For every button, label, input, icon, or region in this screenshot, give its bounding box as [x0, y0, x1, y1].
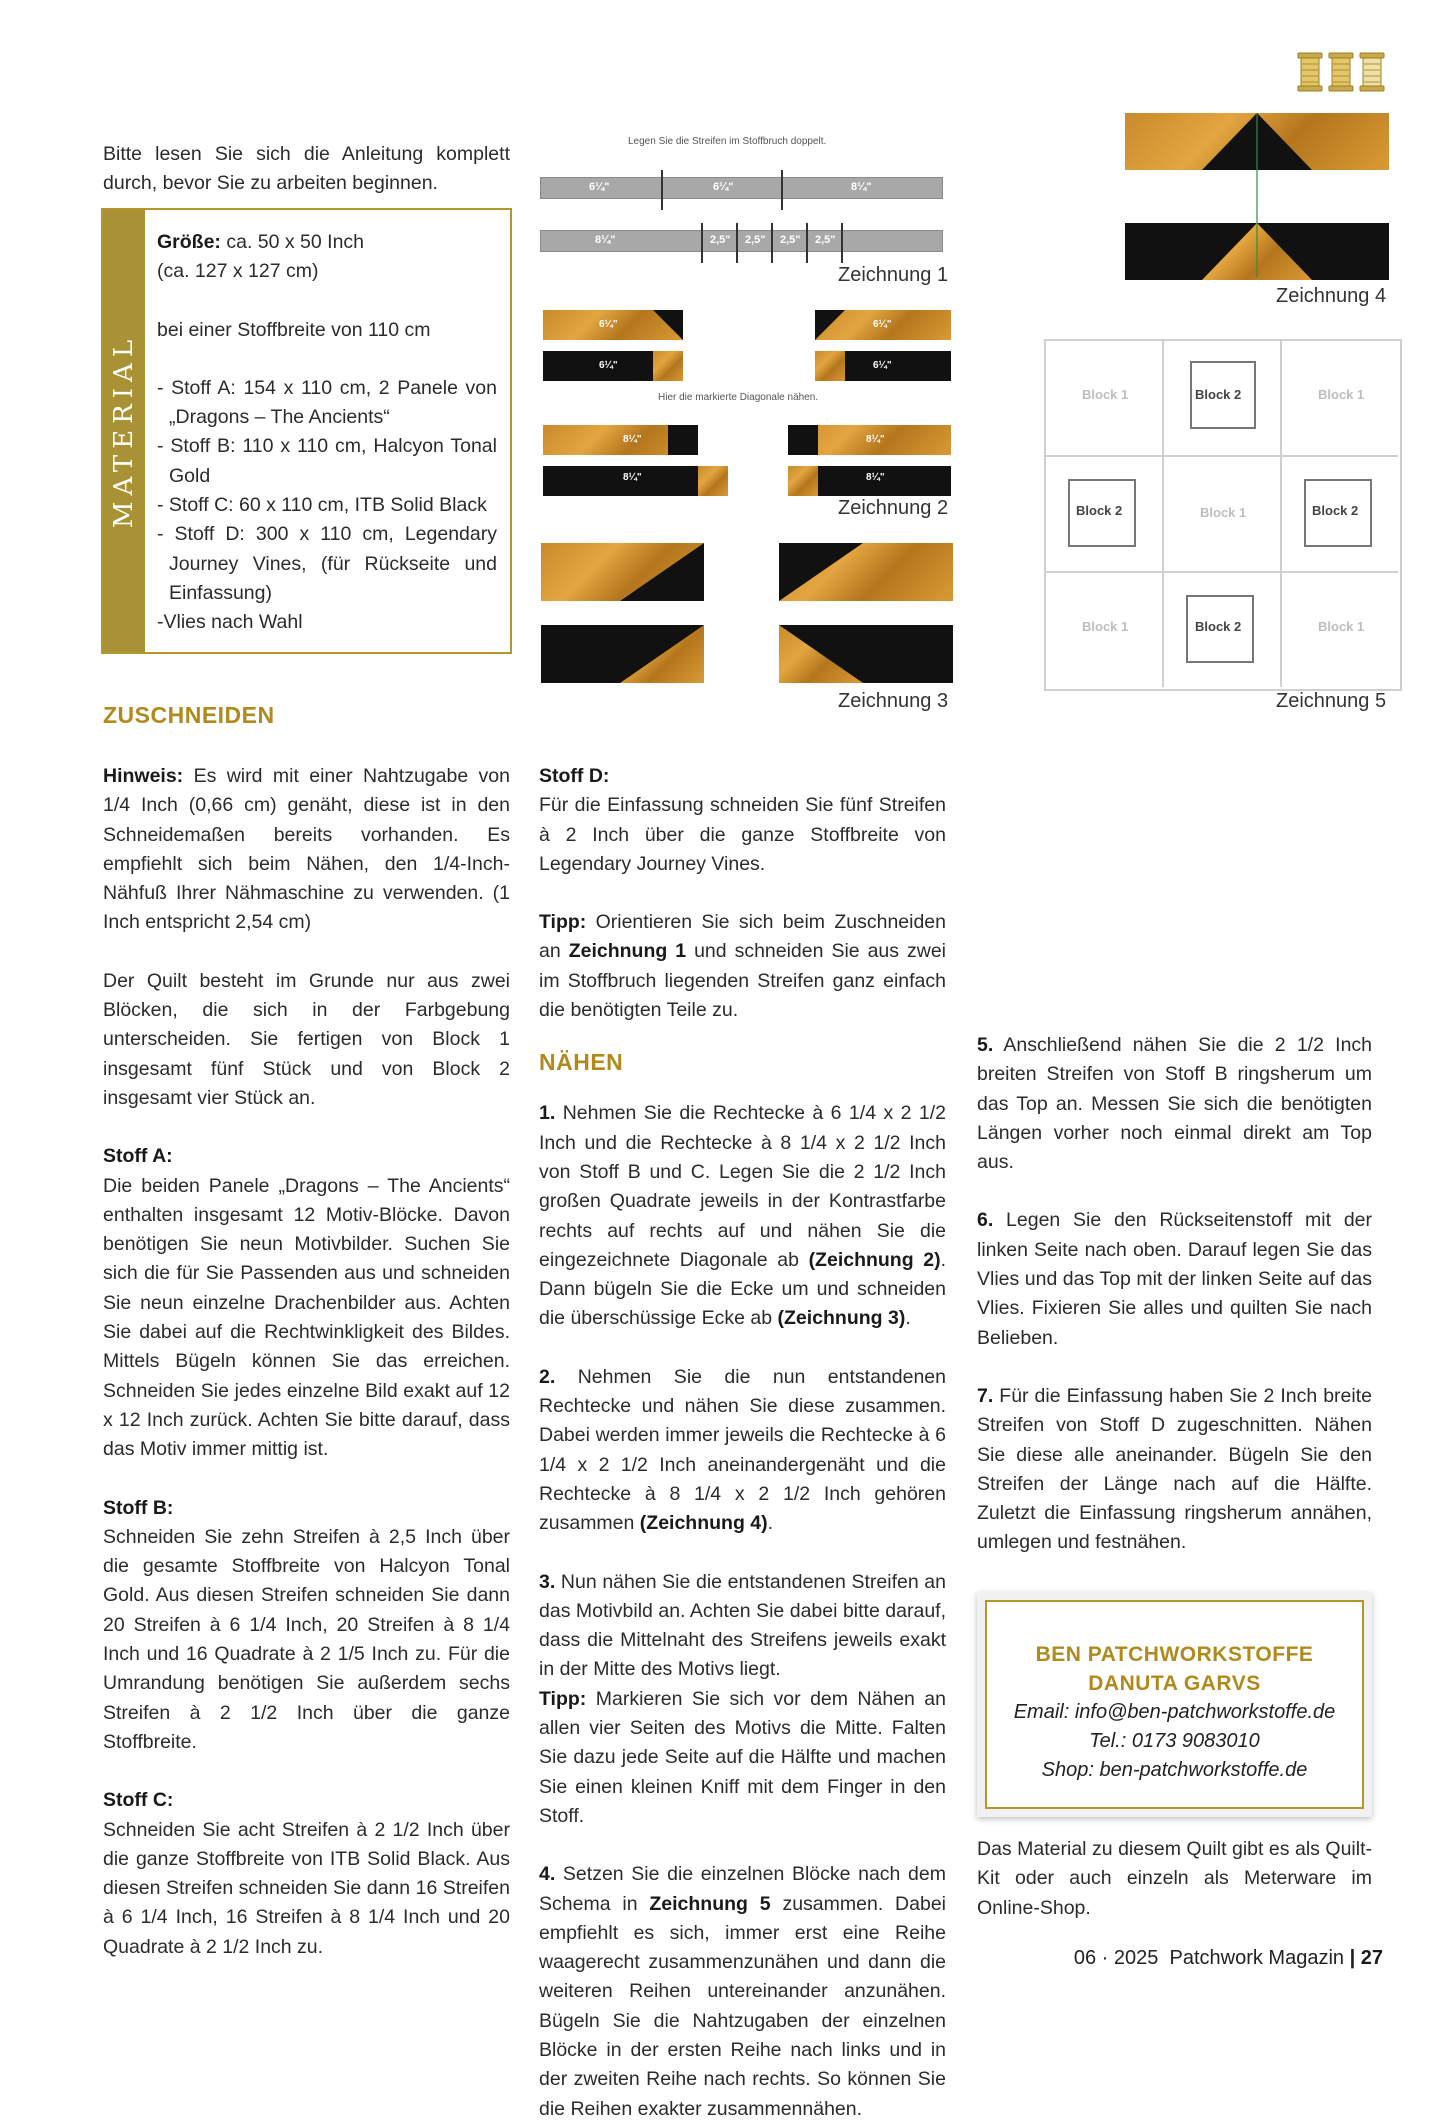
z2-bar — [815, 310, 951, 340]
block-label: Block 1 — [1082, 619, 1129, 634]
z2-bar — [543, 310, 683, 340]
tipp-label: Tipp: — [539, 911, 587, 934]
z1-strip-bottom — [540, 230, 943, 252]
bar-label: 6¼" — [873, 319, 892, 330]
spools-logo — [1296, 51, 1388, 93]
material-size — [157, 228, 497, 257]
material-label: MATERIAL — [109, 333, 139, 529]
material-item: - Stoff A: 154 x 110 cm, 2 Panele von „Dragons – The Ancients“ — [157, 376, 497, 429]
figure-zeichnung-2 — [543, 310, 953, 500]
contact-phone[interactable]: Tel.: 0173 9083010 — [1089, 1730, 1260, 1752]
step-3: 3. Nun nähen Sie die entstandenen Streifen an das Motivbild an. Achten Sie dabei bitte darauf, dass die Mittelnaht des Streifens jeweils exakt in der Mitte des Motivs liegt. — [539, 1570, 946, 1681]
stoff-c-heading: Stoff C: — [103, 1789, 174, 1812]
z1-label: Zeichnung 1 — [838, 264, 949, 286]
intro-paragraph: Bitte lesen Sie sich die Anleitung komplett durch, bevor Sie zu arbeiten beginnen. — [103, 143, 510, 195]
contact-card — [985, 1600, 1364, 1809]
hinweis-text: Es wird mit einer Nahtzugabe von 1/4 Inch (0,66 cm) genäht, diese ist in den Schneidemaßen bereits vorhanden. Es empfiehlt sich beim Nähen, den 1/4-Inch-Nähfuß Ihrer Nähmaschine zu verwenden. (1 Inch entspricht 2,54 cm) — [103, 765, 510, 934]
column-2 — [539, 762, 946, 2124]
z1-caption: Legen Sie die Streifen im Stoffbruch doppelt. — [628, 136, 827, 147]
stoff-a-heading: Stoff A: — [103, 1145, 173, 1168]
strip-label: 2,5" — [780, 234, 801, 246]
hinweis-label: Hinweis: — [103, 765, 184, 787]
step-5: 5. Anschließend nähen Sie die 2 1/2 Inch breiten Streifen von Stoff B ringsherum um das Top an. Messen Sie sich die benötigten Längen vorher noch einmal direkt am Top aus. — [977, 1034, 1373, 1174]
block-label: Block 1 — [1200, 505, 1247, 520]
stoff-b-heading: Stoff B: — [103, 1496, 174, 1519]
block-label: Block 1 — [1318, 387, 1365, 402]
strip-label: 8¼" — [595, 234, 616, 246]
z1-strip-top — [540, 177, 943, 199]
strip-label: 2,5" — [710, 234, 731, 246]
bar-label: 8¼" — [623, 434, 642, 445]
block-label: Block 2 — [1312, 503, 1359, 518]
size-label: Größe: — [157, 231, 221, 253]
grid-cell — [1282, 573, 1398, 687]
block-label: Block 2 — [1195, 387, 1242, 402]
bar-label: 8¼" — [866, 472, 885, 483]
z4-label: Zeichnung 4 — [1276, 285, 1387, 307]
z2-caption: Hier die markierte Diagonale nähen. — [658, 392, 819, 403]
material-item: -Vlies nach Wahl — [157, 611, 303, 634]
tipp-paragraph: Tipp: Orientieren Sie sich beim Zuschneiden an Zeichnung 1 und schneiden Sie aus zwei im Stoffbruch liegenden Streifen ganz einfach die benötigten Teile zu. — [539, 911, 947, 1022]
grid-cell — [1164, 341, 1282, 457]
bar-label: 6¼" — [599, 319, 618, 330]
block-label: Block 2 — [1195, 619, 1242, 634]
z2-bar — [543, 425, 698, 455]
tipp-label: Tipp: — [539, 1687, 587, 1710]
stoff-b-text: Schneiden Sie zehn Streifen à 2,5 Inch über die gesamte Stoffbreite von Halcyon Tonal Gold. Aus diesen Streifen schneiden Sie dann 20 Streifen à 6 1/4 Inch, 20 Streifen à 8 1/4 Inch und 16 Quadrate à 2 1/5 Inch zu. Für die Umrandung benötigen Sie außerdem sechs Streifen à 2 1/2 Inch über die ganze Stoffbreite. — [103, 1525, 510, 1753]
grid-cell — [1282, 341, 1398, 457]
grid-cell — [1164, 457, 1282, 573]
grid-cell — [1046, 457, 1164, 573]
material-item: - Stoff C: 60 x 110 cm, ITB Solid Black — [157, 494, 487, 517]
figure-zeichnung-3 — [541, 543, 953, 683]
bar-label: 6¼" — [873, 360, 892, 371]
material-item: - Stoff B: 110 x 110 cm, Halcyon Tonal Gold — [157, 435, 497, 487]
z3-piece — [779, 543, 953, 601]
contact-person: DANUTA GARVS — [1088, 1672, 1261, 1695]
grid-cell — [1046, 573, 1164, 687]
strip-label: 6¼" — [713, 181, 734, 193]
magazine-name: Patchwork Magazin — [1169, 1947, 1345, 1969]
grid-cell — [1164, 573, 1282, 687]
block-label: Block 1 — [1318, 619, 1365, 634]
grid-cell — [1046, 341, 1164, 457]
z2-bar — [788, 466, 951, 496]
footer-separator: | — [1349, 1947, 1356, 1969]
strip-label: 6¼" — [589, 181, 610, 193]
material-item: - Stoff D: 300 x 110 cm, Legendary Journey Vines, (für Rückseite und Einfassung) — [157, 523, 497, 604]
stoff-a-text: Die beiden Panele „Dragons – The Ancients“ enthalten insgesamt 12 Motiv-Blöcke. Davon benötigen Sie neun Motivbilder. Suchen Sie sich die für Sie Passenden aus und schneiden Sie neun einzelne Drachenbilder aus. Achten Sie dabei auf die Rechtwinkligkeit des Bildes. Mittels Bügeln können Sie das erreichen. Schneiden Sie jedes einzelne Bild exakt auf 12 x 12 Inch zurück. Achten Sie bitte darauf, dass das Motiv immer mittig ist. — [103, 1174, 510, 1461]
z3-piece — [541, 625, 704, 683]
figure-zeichnung-5 — [1044, 339, 1402, 691]
ref-zeichnung-5: Zeichnung 5 — [649, 1892, 771, 1915]
step-6: 6. Legen Sie den Rückseitenstoff mit der linken Seite nach oben. Darauf legen Sie das Vlies und das Top mit der linken Seite auf das Vlies. Fixieren Sie alles und quilten Sie nach Belieben. — [977, 1209, 1372, 1349]
contact-box — [977, 1592, 1372, 1817]
step-3-tipp: Tipp: Markieren Sie sich vor dem Nähen an allen vier Seiten des Motivs die Mitte. Falten Sie dazu jede Seite auf die Hälfte und machen Sie einen kleinen Kniff mit dem Finger in den Stoff. — [539, 1687, 946, 1827]
strip-label: 2,5" — [815, 234, 836, 246]
size-value: ca. 50 x 50 Inch — [226, 231, 365, 253]
stoff-d-heading: Stoff D: — [539, 765, 610, 787]
bar-label: 8¼" — [623, 472, 642, 483]
step-2: 2. Nehmen Sie die nun entstandenen Rechtecke und nähen Sie diese zusammen. Dabei werden immer jeweils die Rechtecke à 6 1/4 x 2 1/2 Inch aneinandergenäht und die Rechtecke à 8 1/4 x 2 1/2 Inch gehören zusammen (Zeichnung 4). — [539, 1365, 946, 1535]
z2-bar — [815, 351, 951, 381]
z2-label: Zeichnung 2 — [838, 497, 949, 519]
ref-zeichnung-3: (Zeichnung 3) — [777, 1307, 906, 1330]
stoff-c-text: Schneiden Sie acht Streifen à 2 1/2 Inch über die ganze Stoffbreite von ITB Solid Black. Aus diesen Streifen schneiden Sie dann 16 Streifen à 6 1/4 Inch, 16 Streifen à 8 1/4 Inch und 20 Quadrate à 2 1/2 Inch zu. — [103, 1818, 510, 1958]
material-strip — [103, 210, 145, 652]
fabric-width: bei einer Stoffbreite von 110 cm — [157, 318, 431, 341]
grid-cell — [1282, 457, 1398, 573]
bar-label: 6¼" — [599, 360, 618, 371]
page-footer — [1074, 1947, 1383, 1970]
figure-zeichnung-4 — [1125, 113, 1389, 277]
z2-bar — [788, 425, 951, 455]
block-label: Block 1 — [1082, 387, 1129, 402]
step-1: 1. Nehmen Sie die Rechtecke à 6 1/4 x 2 1/2 Inch und die Rechtecke à 8 1/4 x 2 1/2 Inch von Stoff B und C. Legen Sie die 2 1/2 Inch großen Quadrate jeweils in der Kontrastfarbe rechts auf rechts auf und nähen Sie die eingezeichnete Diagonale ab (Zeichnung 2). Dann bügeln Sie die Ecke um und schneiden die überschüssige Ecke ab (Zeichnung 3). — [539, 1102, 947, 1330]
contact-email[interactable]: Email: info@ben-patchworkstoffe.de — [1013, 1701, 1336, 1723]
issue-date: 06 · 2025 — [1073, 1947, 1159, 1969]
material-box — [101, 208, 512, 654]
step-4: 4. Setzen Sie die einzelnen Blöcke nach dem Schema in Zeichnung 5 zusammen. Dabei empfiehlt es sich, immer erst eine Reihe waagerecht zusammenzunähen und dann die weiteren Reihen untereinander anzunähen. Bügeln Sie die Nahtzugaben der einzelnen Blöcke in der ersten Reihe nach links und in der zweiten Reihe nach rechts. So können Sie die Reihen exakter zusammennähen. — [539, 1863, 947, 2120]
z5-label: Zeichnung 5 — [1276, 690, 1387, 712]
heading-zuschneiden: ZUSCHNEIDEN — [103, 702, 275, 728]
material-list — [157, 228, 497, 638]
ref-zeichnung-1: Zeichnung 1 — [568, 940, 687, 963]
outro-text — [977, 1835, 1372, 1923]
column-1 — [103, 762, 510, 1962]
strip-label: 2,5" — [745, 234, 766, 246]
ref-zeichnung-2: (Zeichnung 2) — [808, 1248, 941, 1271]
page-number: 27 — [1360, 1947, 1383, 1969]
size-metric: (ca. 127 x 127 cm) — [157, 260, 319, 283]
ref-zeichnung-4: (Zeichnung 4) — [639, 1512, 768, 1535]
intro-text — [103, 140, 510, 199]
hinweis-paragraph — [103, 762, 510, 938]
quilt-paragraph: Der Quilt besteht im Grunde nur aus zwei Blöcken, die sich in der Farbgebung unterscheiden. Sie fertigen von Block 1 insgesamt fünf Stück und von Block 2 insgesamt vier Stück an. — [103, 969, 510, 1109]
step-7: 7. Für die Einfassung haben Sie 2 Inch breite Streifen von Stoff D zugeschnitten. Nähen Sie diese alle aneinander. Bügeln Sie den Streifen der Länge nach auf die Hälfte. Zuletzt die Einfassung ringsherum annähen, umlegen und festnähen. — [977, 1384, 1372, 1554]
z3-piece — [541, 543, 704, 601]
z3-label: Zeichnung 3 — [838, 690, 949, 712]
column-3 — [977, 1031, 1372, 1645]
z2-bar — [543, 466, 728, 496]
block-label: Block 2 — [1076, 503, 1123, 518]
z2-bar — [543, 351, 683, 381]
contact-company: BEN PATCHWORKSTOFFE — [1035, 1643, 1314, 1666]
heading-naehen: NÄHEN — [539, 1049, 624, 1076]
contact-shop[interactable]: Shop: ben-patchworkstoffe.de — [1041, 1759, 1308, 1781]
bar-label: 8¼" — [866, 434, 885, 445]
stoff-d-text: Für die Einfassung schneiden Sie fünf Streifen à 2 Inch über die ganze Stoffbreite von Legendary Journey Vines. — [539, 794, 946, 875]
strip-label: 8¼" — [851, 181, 872, 193]
outro-paragraph: Das Material zu diesem Quilt gibt es als Quilt-Kit oder auch einzeln als Meterware im Online-Shop. — [977, 1838, 1372, 1919]
z3-piece — [779, 625, 953, 683]
